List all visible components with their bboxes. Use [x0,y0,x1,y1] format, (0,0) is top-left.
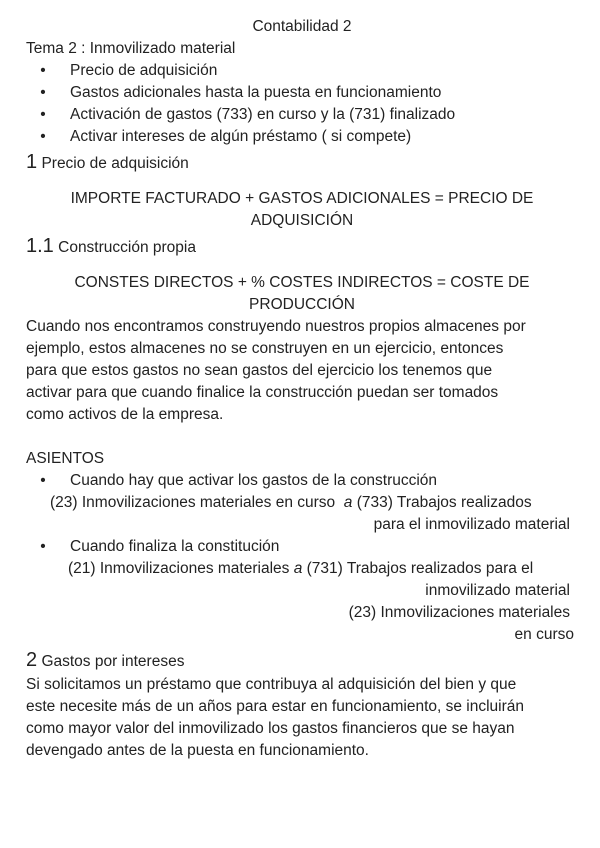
interest-paragraph: Si solicitamos un préstamo que contribuya al adquisición del bien y que este necesite más de un años para estar en funcionamiento, se incluirán como mayor valor del inmovilizado los gastos financieros que se hayan devengado antes de la puesta en funcionamiento. [26,676,525,759]
document-page [26,16,578,762]
list-item: • Gastos adicionales hasta la puesta en funcionamiento [26,82,578,104]
list-item: • Activar intereses de algún préstamo ( si compete) [26,126,578,148]
bullet-icon: • [40,62,46,79]
list-item: • Activación de gastos (733) en curso y la (731) finalizado [26,104,578,126]
bullet-icon: • [40,538,46,555]
course-title: Contabilidad 2 [252,18,352,35]
section-1-1-heading: 1.1 Construcción propia [26,235,196,257]
journal-entry-2: (21) Inmovilizaciones materiales a (731) Trabajos realizados para el inmovilizado material (23) Inmovilizaciones materiales en curso [68,560,574,643]
list-item: • Cuando finaliza la constitución [26,536,578,558]
asientos-heading: ASIENTOS [26,450,105,467]
section-2-heading: 2 Gastos por intereses [26,649,185,671]
asientos-case-1 [26,470,578,492]
acquisition-price-formula: IMPORTE FACTURADO + GASTOS ADICIONALES = PRECIO DE ADQUISICIÓN [70,190,534,229]
bullet-icon: • [40,128,46,145]
asientos-case-2 [26,536,578,558]
construction-paragraph: Cuando nos encontramos construyendo nuestros propios almacenes por ejemplo, estos almacenes no se construyen en un ejercicio, entonces para que estos gastos no sean gastos del ejercicio los tenemos que activar para que cuando finalice la construcción puedan ser tomados como activos de la empresa. [26,318,526,423]
journal-entry-1: (23) Inmovilizaciones materiales en curso a (733) Trabajos realizados para el inmovilizado material [50,494,570,533]
list-item: • Precio de adquisición [26,60,578,82]
bullet-icon: • [40,472,46,489]
topic-title: Tema 2 : Inmovilizado material [26,40,236,57]
section-1-heading: 1 Precio de adquisición [26,151,189,173]
bullet-icon: • [40,84,46,101]
production-cost-formula: CONSTES DIRECTOS + % COSTES INDIRECTOS = COSTE DE PRODUCCIÓN [74,274,530,313]
bullet-icon: • [40,106,46,123]
topic-bullet-list [26,60,578,148]
list-item: • Cuando hay que activar los gastos de la construcción [26,470,578,492]
